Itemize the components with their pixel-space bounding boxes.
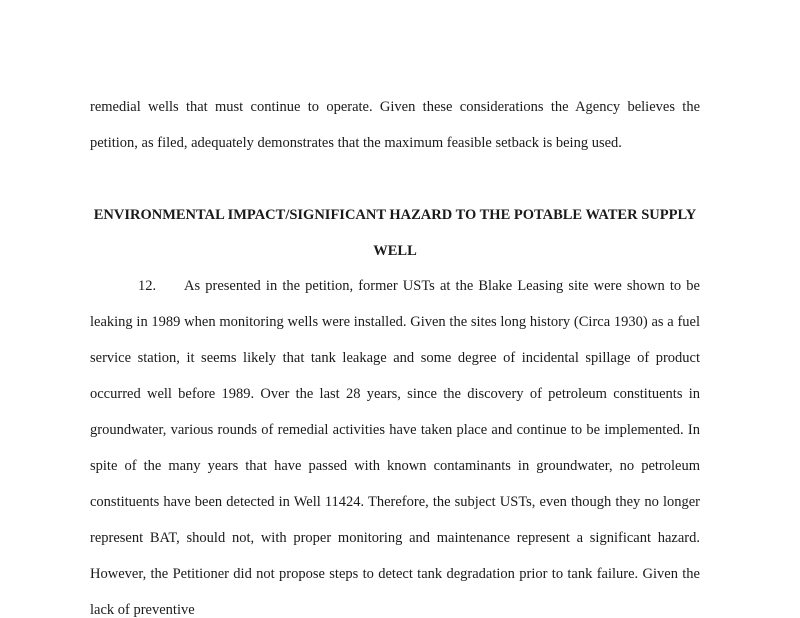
section-heading: ENVIRONMENTAL IMPACT/SIGNIFICANT HAZARD TO THE POTABLE WATER SUPPLY WELL bbox=[93, 207, 697, 259]
paragraph-number: 12. bbox=[138, 278, 157, 294]
paragraph-12 bbox=[90, 268, 700, 618]
paragraph-continuation: remedial wells that must continue to operate. Given these considerations the Agency believes the petition, as filed, adequately demonstrates that the maximum feasible setback is being used. bbox=[90, 99, 700, 151]
paragraph-body: As presented in the petition, former USTs at the Blake Leasing site were shown to be leaking in 1989 when monitoring wells were installed. Given the sites long history (Circa 1930) as a fuel service station, it seems likely that tank leakage and some degree of incidental spillage of product occurred well before 1989. Over the last 28 years, since the discovery of petroleum constituents in groundwater, various rounds of remedial activities have taken place and continue to be implemented. In spite of the many years that have passed with known contaminants in groundwater, no petroleum constituents have been detected in Well 11424. Therefore, the subject USTs, even though they no longer represent BAT, should not, with proper monitoring and maintenance represent a significant hazard. However, the Petitioner did not propose steps to detect tank degradation prior to tank failure. Given the lack of preventive bbox=[90, 278, 700, 618]
